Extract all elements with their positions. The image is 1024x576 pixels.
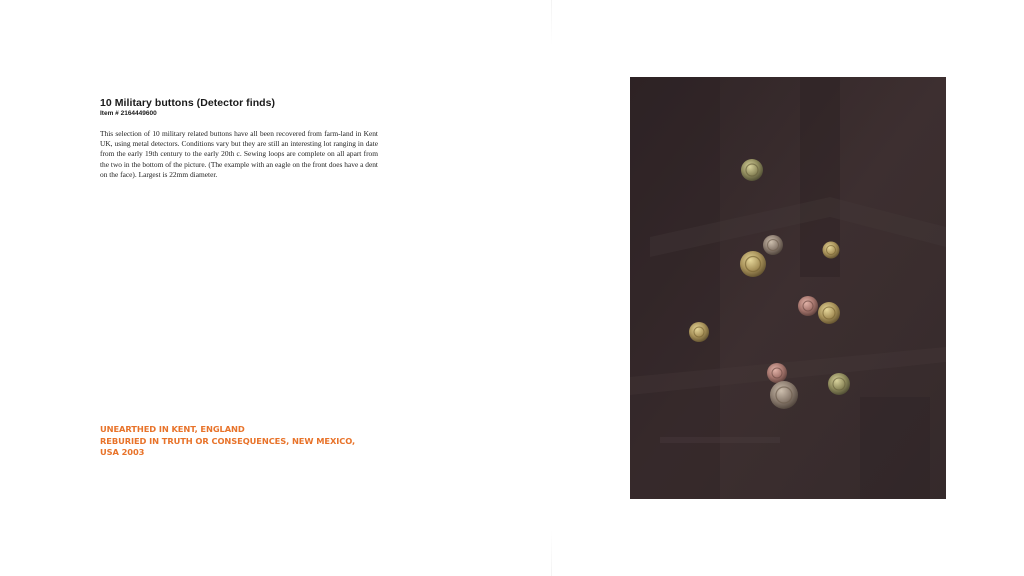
location-caption [100, 424, 400, 459]
item-description: This selection of 10 military related buttons have all been recovered from farm-land in Kent UK, using metal detectors. Conditions vary but they are still an interesting lot ranging in date from the early 19th century to the early 20th c. Sewing loops are complete on all apart from the two in the bottom of the picture. (The example with an eagle on the front does have a dent on the face). Largest is 22mm diameter. [100, 129, 378, 179]
caption-line-reburied: REBURIED IN TRUTH OR CONSEQUENCES, NEW MEXICO, [100, 435, 356, 446]
button-6 [818, 302, 840, 324]
button-2 [763, 235, 783, 255]
item-number: Item # 2164449600 [100, 110, 157, 117]
button-10 [770, 381, 798, 409]
listing-text-block [100, 97, 378, 180]
button-4 [740, 251, 766, 277]
caption-line-unearthed: UNEARTHED IN KENT, ENGLAND [100, 424, 245, 434]
button-8 [767, 363, 787, 383]
button-1 [741, 159, 763, 181]
buttons-photograph [630, 77, 946, 499]
item-title: 10 Military buttons (Detector finds) [100, 97, 276, 109]
button-9 [828, 373, 850, 395]
button-5 [798, 296, 818, 316]
caption-line-country-year: USA 2003 [100, 447, 145, 458]
page-fold-divider [551, 0, 552, 576]
button-3 [823, 242, 840, 259]
button-7 [689, 322, 709, 342]
buttons-photo-image [630, 77, 946, 499]
